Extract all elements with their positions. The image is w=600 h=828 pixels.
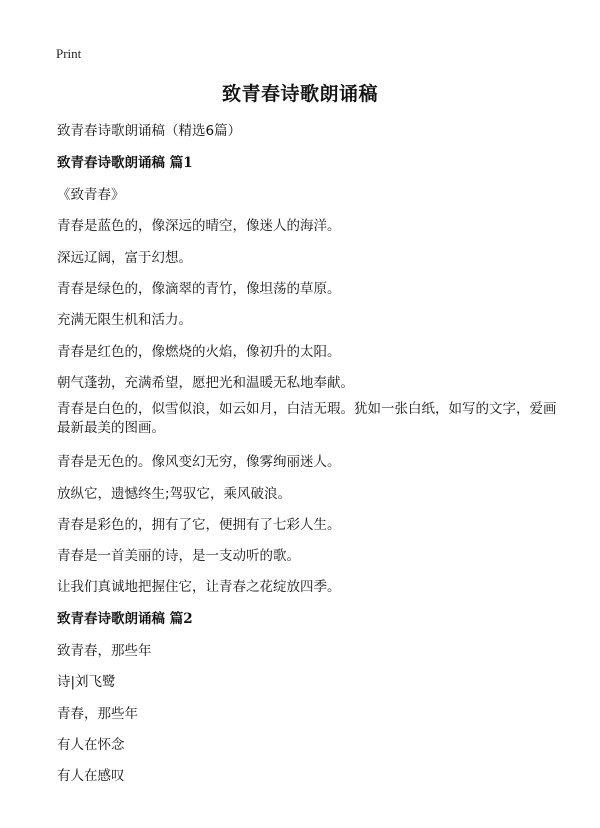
poem-line: 充满无限生机和活力。 — [57, 312, 192, 328]
poem-line: 有人在感叹 — [57, 768, 125, 784]
poem-line: 青春是白色的，似雪似浪，如云如月，白洁无瑕。犹如一张白纸，如写的文字，爱画最新最美的图画。 — [57, 401, 557, 436]
section-heading: 致青春诗歌朗诵稿 篇2 — [57, 611, 193, 627]
poem-line: 放纵它，遗憾终生;驾驭它，乘风破浪。 — [57, 486, 292, 502]
poem-line: 让我们真诚地把握住它，让青春之花绽放四季。 — [57, 579, 341, 595]
section-heading: 致青春诗歌朗诵稿 篇1 — [57, 155, 193, 171]
poem-line: 青春是绿色的，像滴翠的青竹，像坦荡的草原。 — [57, 281, 341, 297]
subtitle: 致青春诗歌朗诵稿（精选6篇） — [57, 123, 242, 139]
poem-line: 有人在怀念 — [57, 737, 125, 753]
poem-line: 致青春，那些年 — [57, 643, 152, 659]
poem-line: 青春是红色的，像燃烧的火焰，像初升的太阳。 — [57, 344, 341, 360]
poem-line: 青春是彩色的，拥有了它，便拥有了七彩人生。 — [57, 517, 341, 533]
poem-line: 青春是一首美丽的诗，是一支动听的歌。 — [57, 548, 300, 564]
poem-line: 深远辽阔，富于幻想。 — [57, 250, 192, 266]
poem-line: 诗|刘飞鹭 — [57, 674, 116, 690]
poem-line: 青春是蓝色的，像深远的晴空，像迷人的海洋。 — [57, 218, 341, 234]
page-title: 致青春诗歌朗诵稿 — [221, 83, 378, 105]
poem-line: 朝气蓬勃，充满希望，愿把光和温暖无私地奉献。 — [57, 375, 354, 391]
print-link[interactable]: Print — [56, 46, 82, 61]
poem-line: 青春，那些年 — [57, 706, 138, 722]
poem-line: 《致青春》 — [57, 187, 125, 203]
poem-line: 青春是无色的。像风变幻无穷，像雾绚丽迷人。 — [57, 454, 341, 470]
